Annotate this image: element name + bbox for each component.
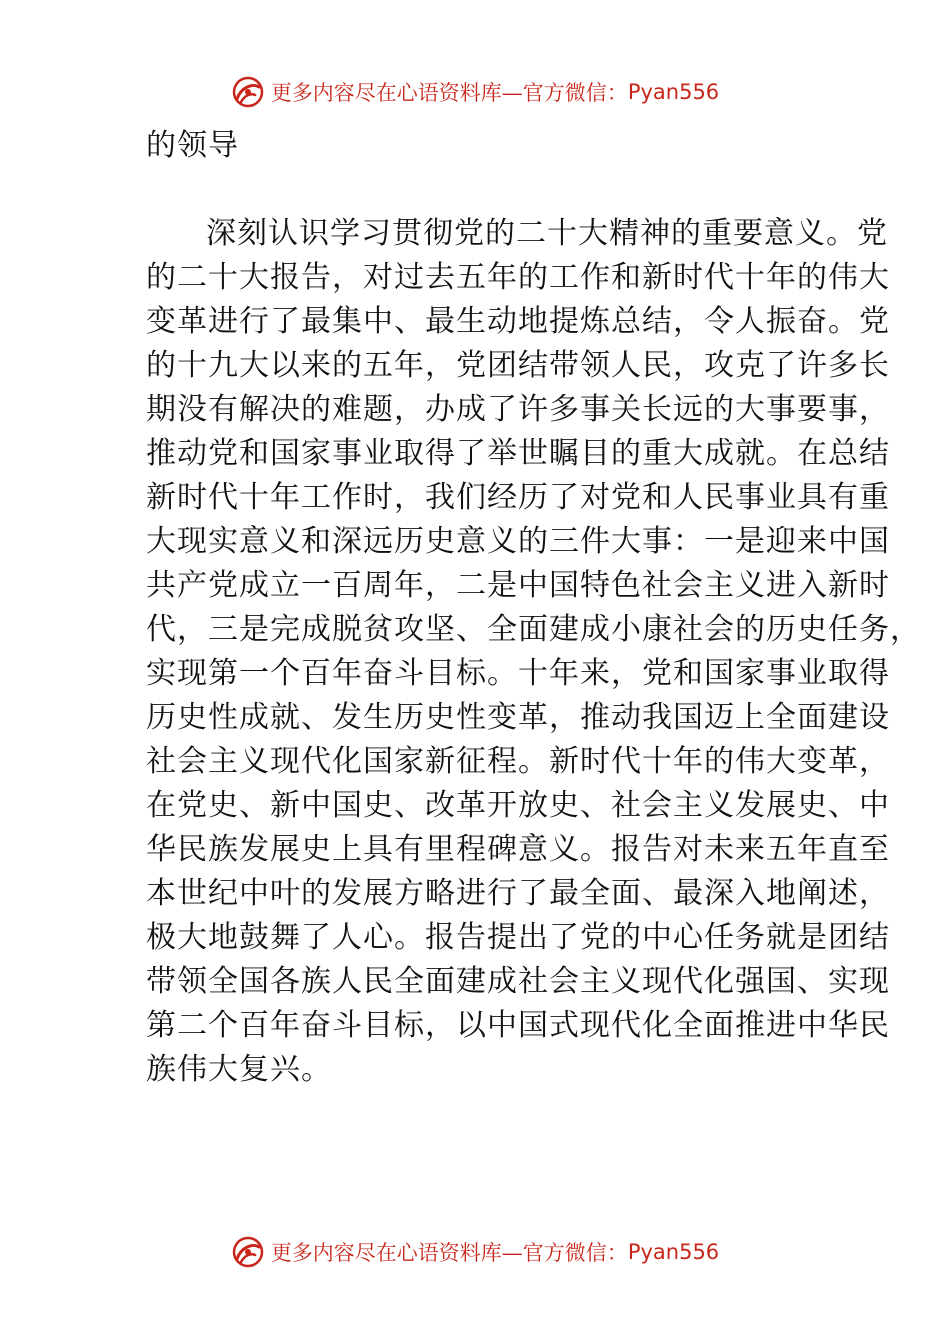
text-line: 族伟大复兴。 bbox=[146, 1052, 332, 1087]
text-line: 历史性成就、发生历史性变革，推动我国迈上全面建设 bbox=[146, 700, 890, 735]
footer-banner bbox=[0, 1232, 950, 1272]
text-line: 大现实意义和深远历史意义的三件大事：一是迎来中国 bbox=[146, 524, 890, 559]
text-line: 第二个百年奋斗目标，以中国式现代化全面推进中华民 bbox=[146, 1008, 890, 1043]
header-banner bbox=[0, 72, 950, 112]
text-line: 实现第一个百年奋斗目标。十年来，党和国家事业取得 bbox=[146, 656, 890, 691]
text-line: 期没有解决的难题，办成了许多事关长远的大事要事， bbox=[146, 392, 890, 427]
footer-site-text: 更多内容尽在心语资料库—官方微信： bbox=[270, 1241, 628, 1265]
text-line: 新时代十年工作时，我们经历了对党和人民事业具有重 bbox=[146, 480, 890, 515]
text-line: 代，三是完成脱贫攻坚、全面建成小康社会的历史任务， bbox=[146, 612, 921, 647]
header-site-text: 更多内容尽在心语资料库—官方微信： bbox=[270, 81, 628, 105]
text-line: 带领全国各族人民全面建成社会主义现代化强国、实现 bbox=[146, 964, 890, 999]
text-line: 本世纪中叶的发展方略进行了最全面、最深入地阐述， bbox=[146, 876, 890, 911]
swirl-logo-icon bbox=[231, 75, 265, 109]
text-line: 华民族发展史上具有里程碑意义。报告对未来五年直至 bbox=[146, 832, 890, 867]
text-line: 社会主义现代化国家新征程。新时代十年的伟大变革， bbox=[146, 744, 890, 779]
text-line: 在党史、新中国史、改革开放史、社会主义发展史、中 bbox=[146, 788, 890, 823]
text-line: 的领导 bbox=[146, 128, 239, 163]
text-line: 的十九大以来的五年，党团结带领人民，攻克了许多长 bbox=[146, 348, 890, 383]
footer-wechat-id: Pyan556 bbox=[627, 1240, 720, 1264]
text-line: 的二十大报告，对过去五年的工作和新时代十年的伟大 bbox=[146, 260, 890, 295]
header-wechat-id: Pyan556 bbox=[627, 80, 720, 104]
paragraph-first-line: 深刻认识学习贯彻党的二十大精神的重要意义。党 bbox=[206, 216, 888, 251]
text-line: 共产党成立一百周年，二是中国特色社会主义进入新时 bbox=[146, 568, 890, 603]
swirl-logo-icon bbox=[231, 1235, 265, 1269]
text-line: 推动党和国家事业取得了举世瞩目的重大成就。在总结 bbox=[146, 436, 890, 471]
document-body bbox=[146, 124, 921, 1092]
text-line: 变革进行了最集中、最生动地提炼总结，令人振奋。党 bbox=[146, 304, 890, 339]
text-line: 极大地鼓舞了人心。报告提出了党的中心任务就是团结 bbox=[146, 920, 890, 955]
